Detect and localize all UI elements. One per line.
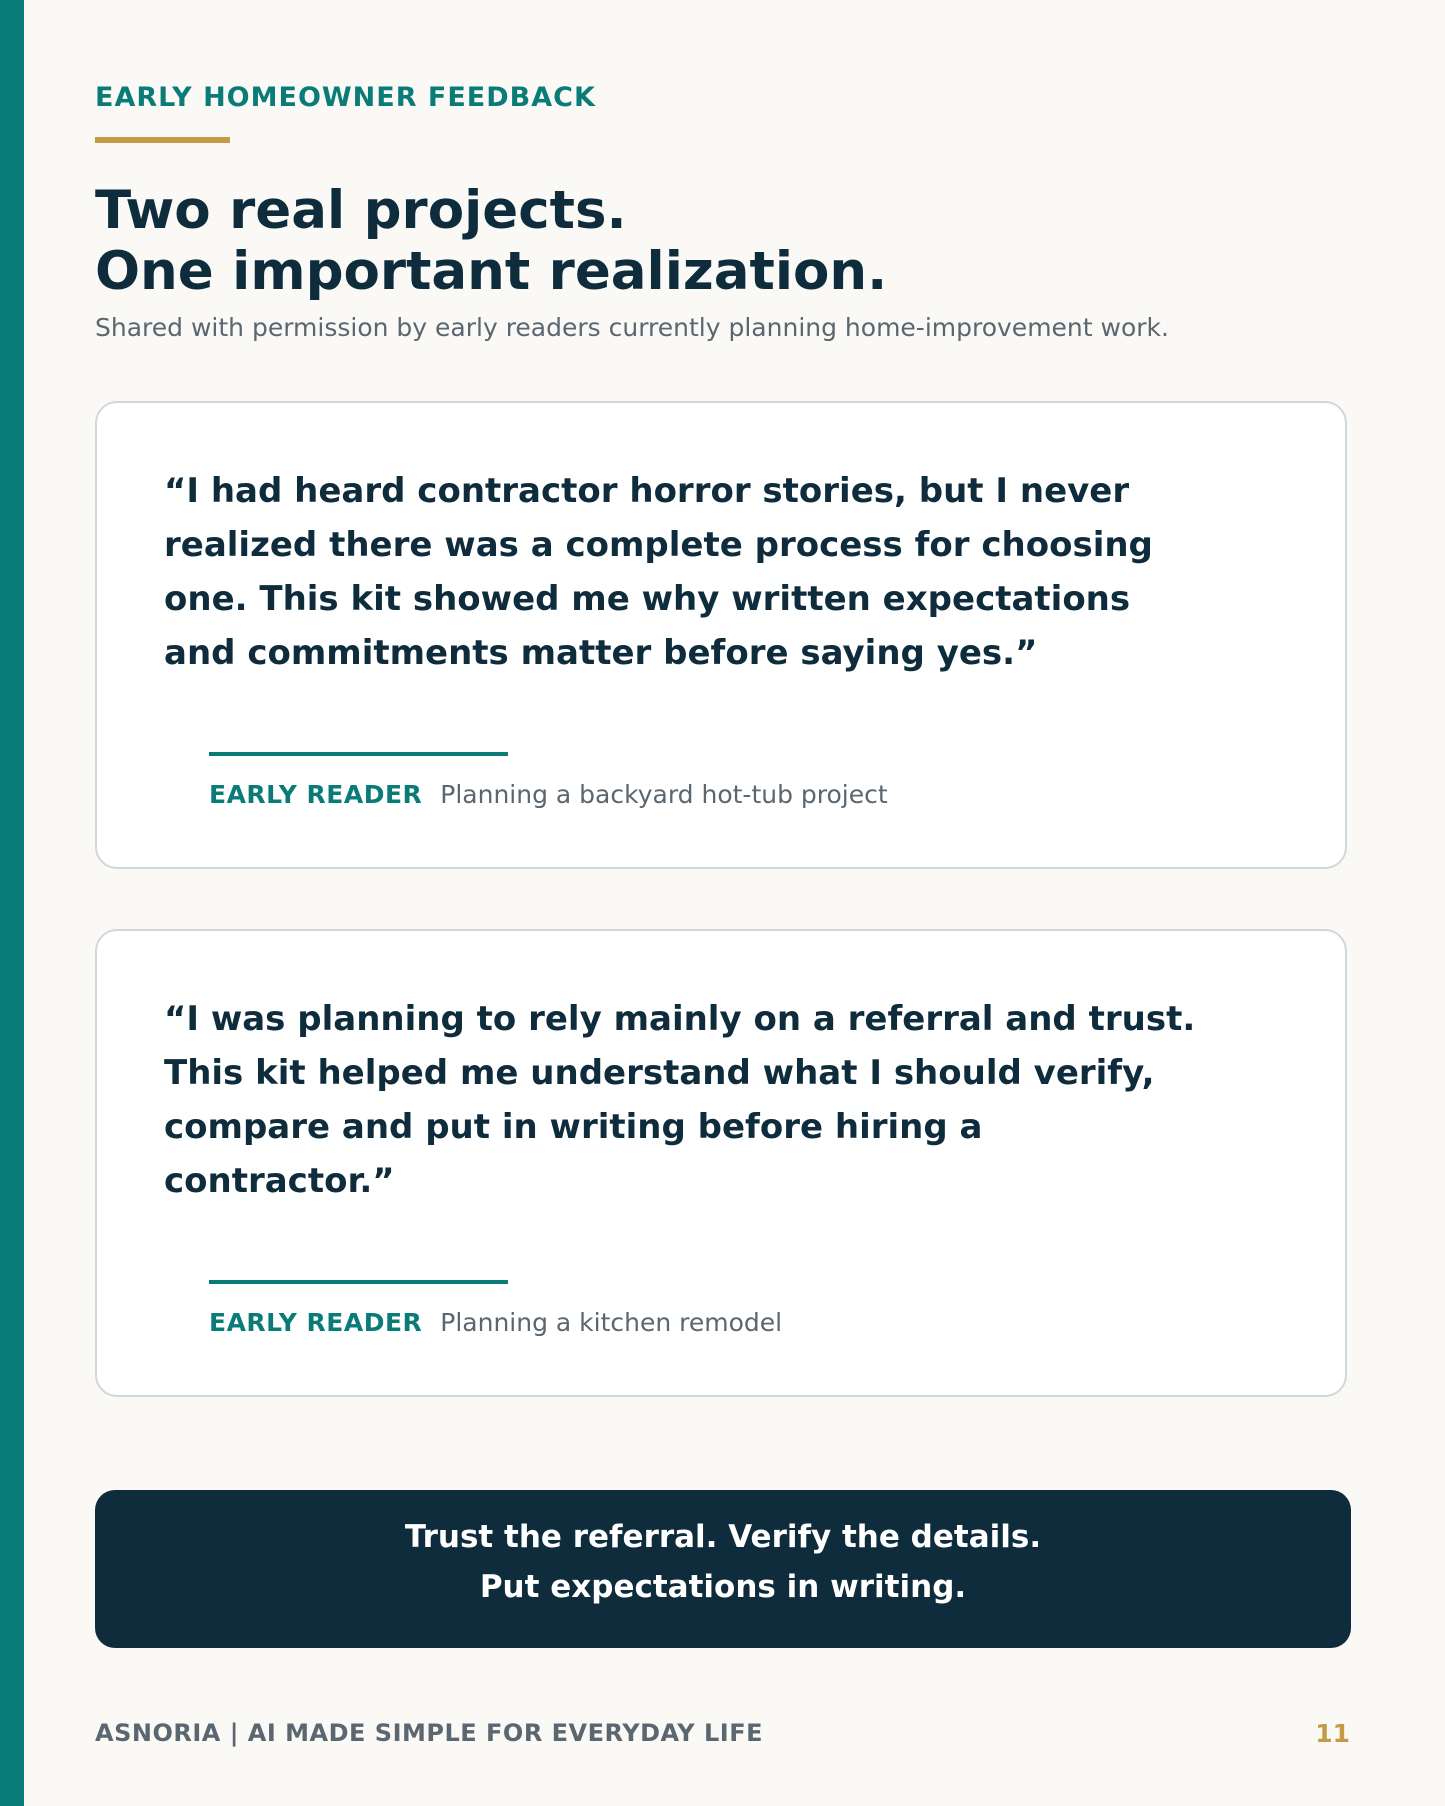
attribution-label: EARLY READER <box>209 780 423 809</box>
page-subtitle: Shared with permission by early readers currently planning home-improvement work. <box>95 313 1169 342</box>
attribution-label: EARLY READER <box>209 1308 423 1337</box>
attribution-detail: Planning a backyard hot-tub project <box>440 780 888 809</box>
quote-line: and commitments matter before saying yes.” <box>164 633 1038 673</box>
page-title <box>95 180 887 302</box>
banner-line: Trust the referral. Verify the details. <box>404 1519 1042 1555</box>
testimonial-quote <box>164 992 1264 1208</box>
page-title-line: Two real projects. <box>95 180 627 241</box>
page-title-line: One important realization. <box>95 241 888 302</box>
testimonial-card <box>95 401 1347 869</box>
attribution-detail: Planning a kitchen remodel <box>440 1308 783 1337</box>
quote-line: one. This kit showed me why written expectations <box>164 579 1131 619</box>
attribution-rule <box>209 1280 508 1284</box>
quote-line: contractor.” <box>164 1161 395 1201</box>
section-eyebrow: EARLY HOMEOWNER FEEDBACK <box>95 82 596 113</box>
testimonial-quote <box>164 464 1264 680</box>
testimonial-attribution <box>209 1308 782 1337</box>
quote-line: compare and put in writing before hiring a <box>164 1107 983 1147</box>
banner-line: Put expectations in writing. <box>479 1569 967 1605</box>
left-accent-bar <box>0 0 24 1806</box>
quote-line: realized there was a complete process for choosing <box>164 525 1153 565</box>
page-number: 11 <box>1315 1719 1350 1748</box>
attribution-rule <box>209 752 508 756</box>
key-takeaway-banner <box>95 1490 1351 1648</box>
eyebrow-underline <box>95 137 230 143</box>
footer-brand: ASNORIA | AI MADE SIMPLE FOR EVERYDAY LIFE <box>95 1719 764 1747</box>
testimonial-attribution <box>209 780 888 809</box>
quote-line: “I was planning to rely mainly on a referral and trust. <box>164 999 1196 1039</box>
quote-line: “I had heard contractor horror stories, but I never <box>164 471 1130 511</box>
testimonial-card <box>95 929 1347 1397</box>
quote-line: This kit helped me understand what I should verify, <box>164 1053 1155 1093</box>
